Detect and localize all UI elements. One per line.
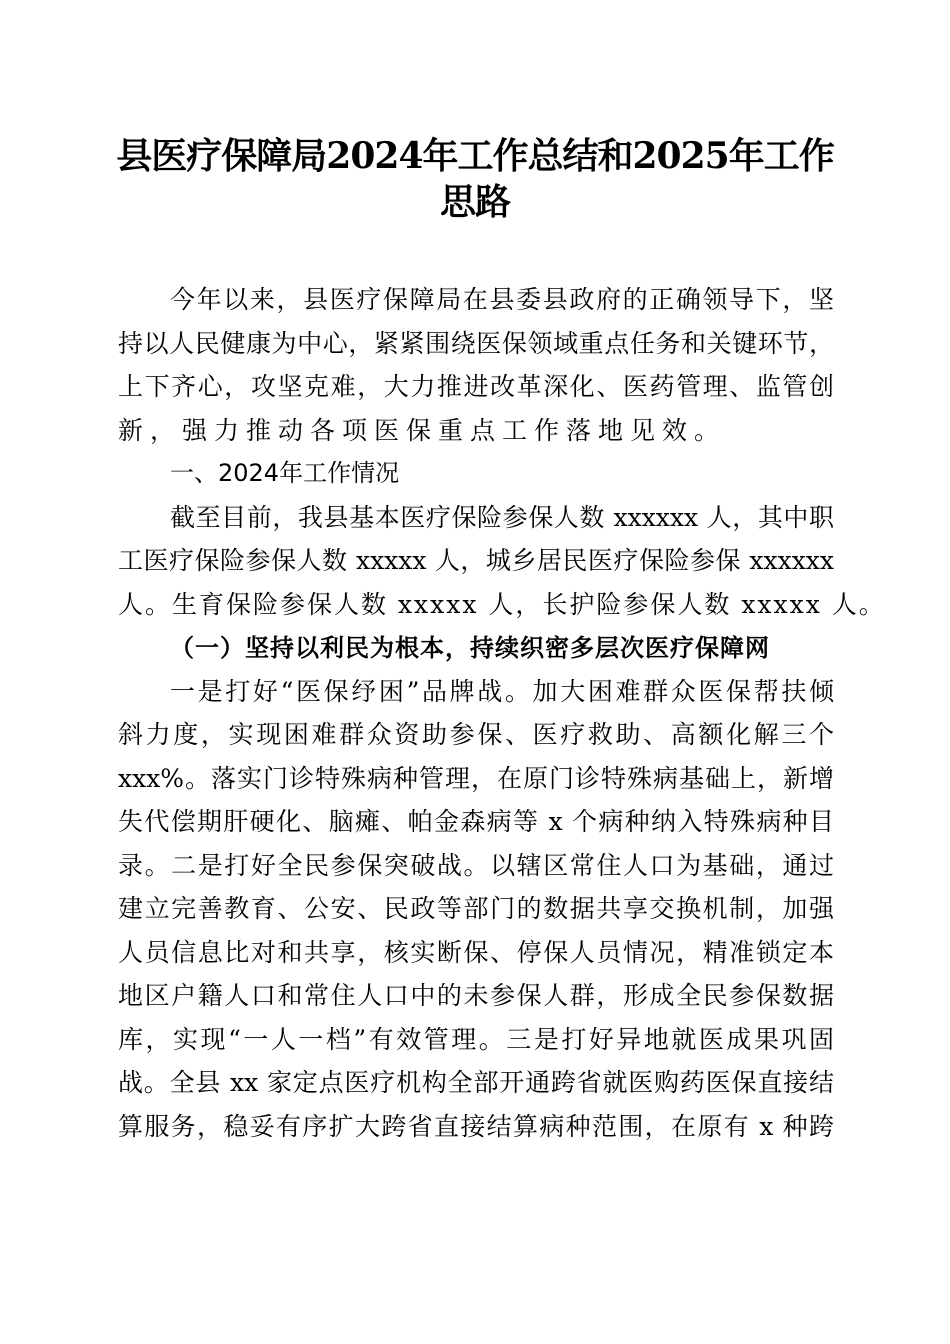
section-paragraph <box>118 496 886 627</box>
document-title <box>100 133 850 225</box>
intro-paragraph <box>118 278 834 452</box>
paragraph-line: 持以人民健康为中心，紧紧围绕医保领域重点任务和关键环节， <box>118 328 834 358</box>
paragraph-line: 上下齐心，攻坚克难，大力推进改革深化、医药管理、监管创 <box>118 372 834 401</box>
section-heading: 一、2024年工作情况 <box>170 459 400 487</box>
paragraph-line: 录。二是打好全民参保突破战。以辖区常住人口为基础，通过 <box>118 850 834 880</box>
paragraph-line: 工医疗保险参保人数 xxxxx 人，城乡居民医疗保险参保 xxxxxx <box>118 546 834 575</box>
paragraph-line: 截至目前，我县基本医疗保险参保人数 xxxxxx 人，其中职 <box>170 502 834 532</box>
title-line-1: 县医疗保障局2024年工作总结和2025年工作 <box>116 135 834 177</box>
paragraph-line: 今年以来，县医疗保障局在县委县政府的正确领导下，坚 <box>170 285 834 314</box>
paragraph-line: xxx%。落实门诊特殊病种管理，在原门诊特殊病基础上，新增 <box>118 763 834 793</box>
paragraph-line: 地区户籍人口和常住人口中的未参保人群，形成全民参保数据 <box>118 981 834 1010</box>
title-line-2: 思路 <box>439 181 510 223</box>
paragraph-line: 新，强力推动各项医保重点工作落地见效。 <box>118 415 727 445</box>
subsection-paragraph <box>118 670 834 1149</box>
paragraph-line: 人。生育保险参保人数 xxxxx 人，长护险参保人数 xxxxx 人。 <box>118 589 886 619</box>
paragraph-line: 建立完善教育、公安、民政等部门的数据共享交换机制，加强 <box>118 894 834 923</box>
paragraph-line: 人员信息比对和共享，核实断保、停保人员情况，精准锁定本 <box>118 937 834 967</box>
document-body <box>118 278 886 1148</box>
paragraph-line: 战。全县 xx 家定点医疗机构全部开通跨省就医购药医保直接结 <box>118 1068 834 1097</box>
paragraph-line: 失代偿期肝硬化、脑瘫、帕金森病等 x 个病种纳入特殊病种目 <box>118 807 834 836</box>
paragraph-line: 算服务，稳妥有序扩大跨省直接结算病种范围，在原有 x 种跨 <box>118 1111 834 1141</box>
subsection-heading: （一）坚持以利民为根本，持续织密多层次医疗保障网 <box>170 633 770 662</box>
paragraph-line: 一是打好“医保纾困”品牌战。加大困难群众医保帮扶倾 <box>170 676 834 706</box>
paragraph-line: 斜力度，实现困难群众资助参保、医疗救助、高额化解三个 <box>118 720 834 749</box>
paragraph-line: 库，实现“一人一档”有效管理。三是打好异地就医成果巩固 <box>118 1024 834 1054</box>
